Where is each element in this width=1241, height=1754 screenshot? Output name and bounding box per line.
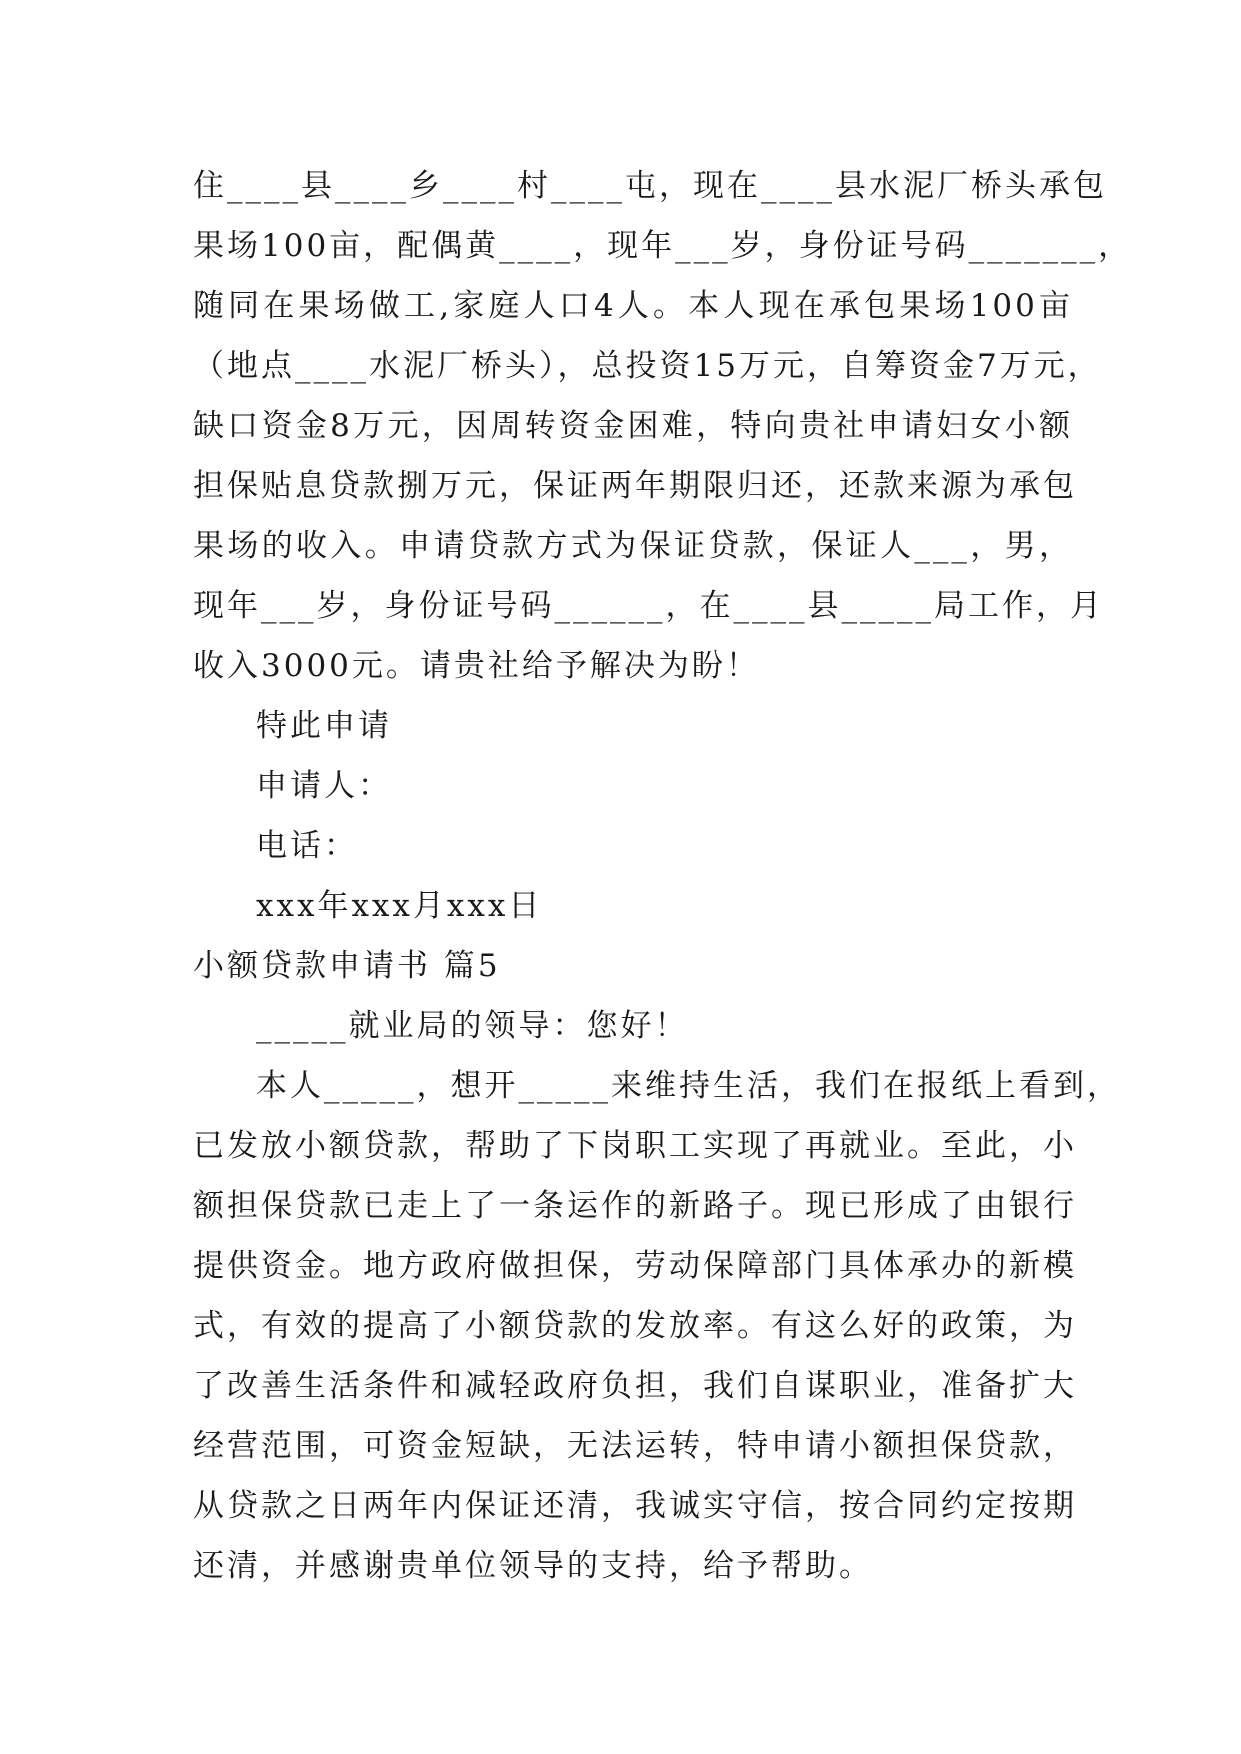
paragraph-b-line-8: 从贷款之日两年内保证还清，我诚实守信，按合同约定按期 [193, 1488, 1077, 1524]
paragraph-a-line-2: 果场100亩，配偶黄____，现年___岁，身份证号码_______， [193, 228, 1133, 264]
paragraph-b-line-6: 了改善生活条件和减轻政府负担，我们自谋职业，准备扩大 [193, 1368, 1077, 1404]
greeting: _____就业局的领导：您好！ [256, 1008, 689, 1044]
paragraph-b-line-7: 经营范围，可资金短缺，无法运转，特申请小额担保贷款， [193, 1428, 1077, 1464]
paragraph-a-line-5: 缺口资金8万元，因周转资金困难，特向贵社申请妇女小额 [193, 408, 1073, 444]
paragraph-a-line-7: 果场的收入。申请贷款方式为保证贷款，保证人___，男， [193, 528, 1073, 564]
paragraph-b-line-3: 额担保贷款已走上了一条运作的新路子。现已形成了由银行 [193, 1188, 1077, 1224]
paragraph-a-line-8: 现年___岁，身份证号码______，在____县_____局工作，月 [193, 588, 1104, 624]
paragraph-b-line-2: 已发放小额贷款，帮助了下岗职工实现了再就业。至此，小 [193, 1128, 1077, 1164]
signature-date: xxx年xxx月xxx日 [256, 888, 543, 924]
closing-statement: 特此申请 [256, 708, 392, 744]
paragraph-a-line-9: 收入3000元。请贵社给予解决为盼！ [193, 648, 760, 684]
phone-label: 电话： [256, 828, 358, 864]
paragraph-b-line-1: 本人_____，想开_____来维持生活，我们在报纸上看到， [256, 1068, 1121, 1104]
paragraph-a-line-4: （地点____水泥厂桥头），总投资15万元，自筹资金7万元， [193, 348, 1102, 384]
applicant-label: 申请人： [256, 768, 392, 804]
paragraph-a-line-3: 随同在果场做工,家庭人口4人。本人现在承包果场100亩 [193, 288, 1073, 324]
paragraph-b-line-9: 还清，并感谢贵单位领导的支持，给予帮助。 [193, 1548, 873, 1584]
paragraph-b-line-5: 式，有效的提高了小额贷款的发放率。有这么好的政策，为 [193, 1308, 1077, 1344]
paragraph-a-line-6: 担保贴息贷款捌万元，保证两年期限归还，还款来源为承包 [193, 468, 1077, 504]
section-title: 小额贷款申请书 篇5 [193, 948, 501, 984]
paragraph-b-line-4: 提供资金。地方政府做担保，劳动保障部门具体承办的新模 [193, 1248, 1077, 1284]
paragraph-a-line-1: 住____县____乡____村____屯，现在____县水泥厂桥头承包 [193, 168, 1107, 204]
